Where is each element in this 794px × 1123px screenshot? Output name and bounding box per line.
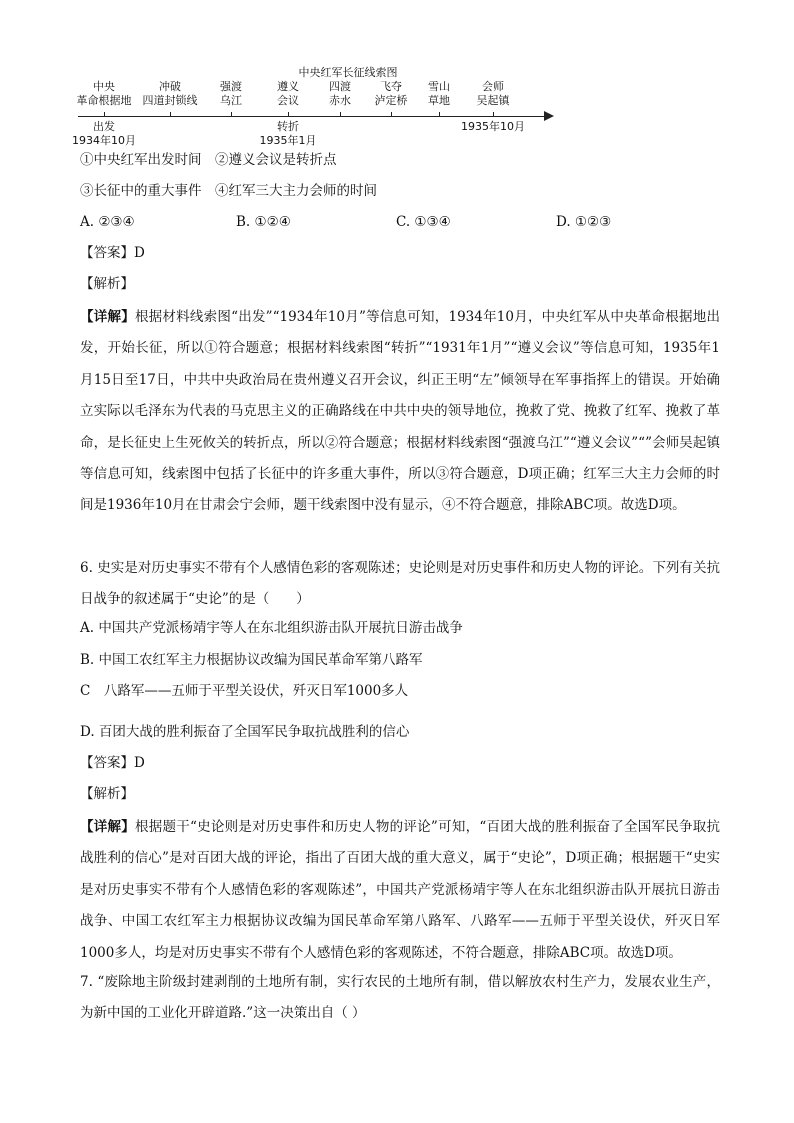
q6-option-d: D. 百团大战的胜利振奋了全国军民争取抗战胜利的信心 bbox=[80, 724, 410, 740]
timeline-event: 飞夺 泸定桥 bbox=[374, 80, 408, 107]
timeline-tick bbox=[104, 112, 105, 117]
timeline-event: 冲破 四道封锁线 bbox=[142, 80, 198, 107]
timeline-axis bbox=[78, 116, 548, 117]
timeline-tick bbox=[288, 112, 289, 117]
timeline-date-label: 转折 1935年1月 bbox=[259, 120, 317, 147]
q5-statement-1: ①中央红军出发时间 ②遵义会议是转折点 bbox=[80, 152, 337, 168]
q6-answer: 【答案】D bbox=[80, 755, 145, 771]
long-march-timeline-figure bbox=[72, 60, 558, 148]
timeline-event: 遵义 会议 bbox=[277, 80, 299, 107]
q7-stem: 7. “废除地主阶级封建剥削的土地所有制，实行农民的土地所有制，借以解放农村生产力，发展农业生产，为新中国的工业化开辟道路.”这一决策出自（ ） bbox=[80, 974, 720, 1022]
timeline-event: 雪山 草地 bbox=[428, 80, 450, 107]
q5-detail-text: 根据材料线索图“出发”“1934年10月”等信息可知，1934年10月，中央红军从中央革命根据地出发，开始长征，所以①符合题意；根据材料线索图“转折”“1931年1月”“遵义会议”等信息可知，1935年1月15日至17日，中共中央政治局在贵州遵义召开会议，纠正王明“左”倾领导在军事指挥上的错误。开始确立实际以毛泽东为代表的马克思主义的正确路线在中共中央的领导地位，挽救了党、挽救了红军、挽救了革命，是长征史上生死攸关的转折点，所以②符合题意；根据材料线索图“强渡乌江”“遵义会议”“”会师吴起镇等信息可知，线索图中包括了长征中的许多重大事件，所以③符合题意，D项正确；红军三大主力会师的时间是1936年10月在甘肃会宁会师，题干线索图中没有显示，④不符合题意，排除ABC项。故选D项。 bbox=[80, 309, 720, 514]
q6-option-b: B. 中国工农红军主力根据协议改编为国民革命军第八路军 bbox=[80, 652, 423, 668]
q5-statement-2: ③长征中的重大事件 ④红军三大主力会师的时间 bbox=[80, 183, 377, 199]
q5-option-c: C. ①③④ bbox=[396, 214, 451, 230]
timeline-tick bbox=[439, 112, 440, 117]
q5-analysis-heading: 【解析】 bbox=[80, 276, 134, 292]
q6-detail-tag: 【详解】 bbox=[80, 819, 136, 835]
timeline-event: 强渡 乌江 bbox=[220, 80, 242, 107]
timeline-tick bbox=[340, 112, 341, 117]
timeline-event: 四渡 赤水 bbox=[329, 80, 351, 107]
timeline-arrow-icon bbox=[544, 111, 554, 121]
timeline-event: 会师 吴起镇 bbox=[476, 80, 510, 107]
q6-stem: 6. 史实是对历史事实不带有个人感情色彩的客观陈述；史论则是对历史事件和历史人物的评论。下列有关抗日战争的叙述属于“史论”的是（ ） bbox=[80, 560, 720, 608]
q5-detail-paragraph bbox=[80, 302, 720, 522]
timeline-event: 中央 革命根据地 bbox=[76, 80, 132, 107]
q5-option-a: A. ②③④ bbox=[80, 214, 135, 230]
figure-title: 中央红军长征线索图 bbox=[298, 66, 398, 79]
timeline-date-label: 1935年10月 bbox=[461, 120, 525, 133]
timeline-tick bbox=[493, 112, 494, 117]
q6-detail-paragraph bbox=[80, 812, 720, 969]
timeline-date-label: 出发 1934年10月 bbox=[72, 120, 136, 147]
timeline-tick bbox=[231, 112, 232, 117]
timeline-tick bbox=[391, 112, 392, 117]
timeline-tick bbox=[170, 112, 171, 117]
q6-detail-text: 根据题干“史论则是对历史事件和历史人物的评论”可知，“百团大战的胜利振奋了全国军民争取抗战胜利的信心”是对百团大战的评论，指出了百团大战的重大意义，属于“史论”，D项正确；根据题干“史实是对历史事实不带有个人感情色彩的客观陈述”，中国共产党派杨靖宇等人在东北组织游击队开展抗日游击战争、中国工农红军主力根据协议改编为国民革命军第八路军、八路军——五师于平型关设伏，歼灭日军1000多人，均是对历史事实不带有个人感情色彩的客观陈述，不符合题意，排除ABC项。故选D项。 bbox=[80, 819, 720, 961]
q6-option-a: A. 中国共产党派杨靖宇等人在东北组织游击队开展抗日游击战争 bbox=[80, 620, 463, 636]
q5-detail-tag: 【详解】 bbox=[80, 309, 135, 325]
q6-analysis-heading: 【解析】 bbox=[80, 786, 134, 802]
q5-option-d: D. ①②③ bbox=[556, 214, 612, 230]
q5-option-b: B. ①②④ bbox=[236, 214, 291, 230]
q5-answer: 【答案】D bbox=[80, 245, 145, 261]
q6-option-c: C 八路军——五师于平型关设伏，歼灭日军1000多人 bbox=[80, 683, 409, 699]
